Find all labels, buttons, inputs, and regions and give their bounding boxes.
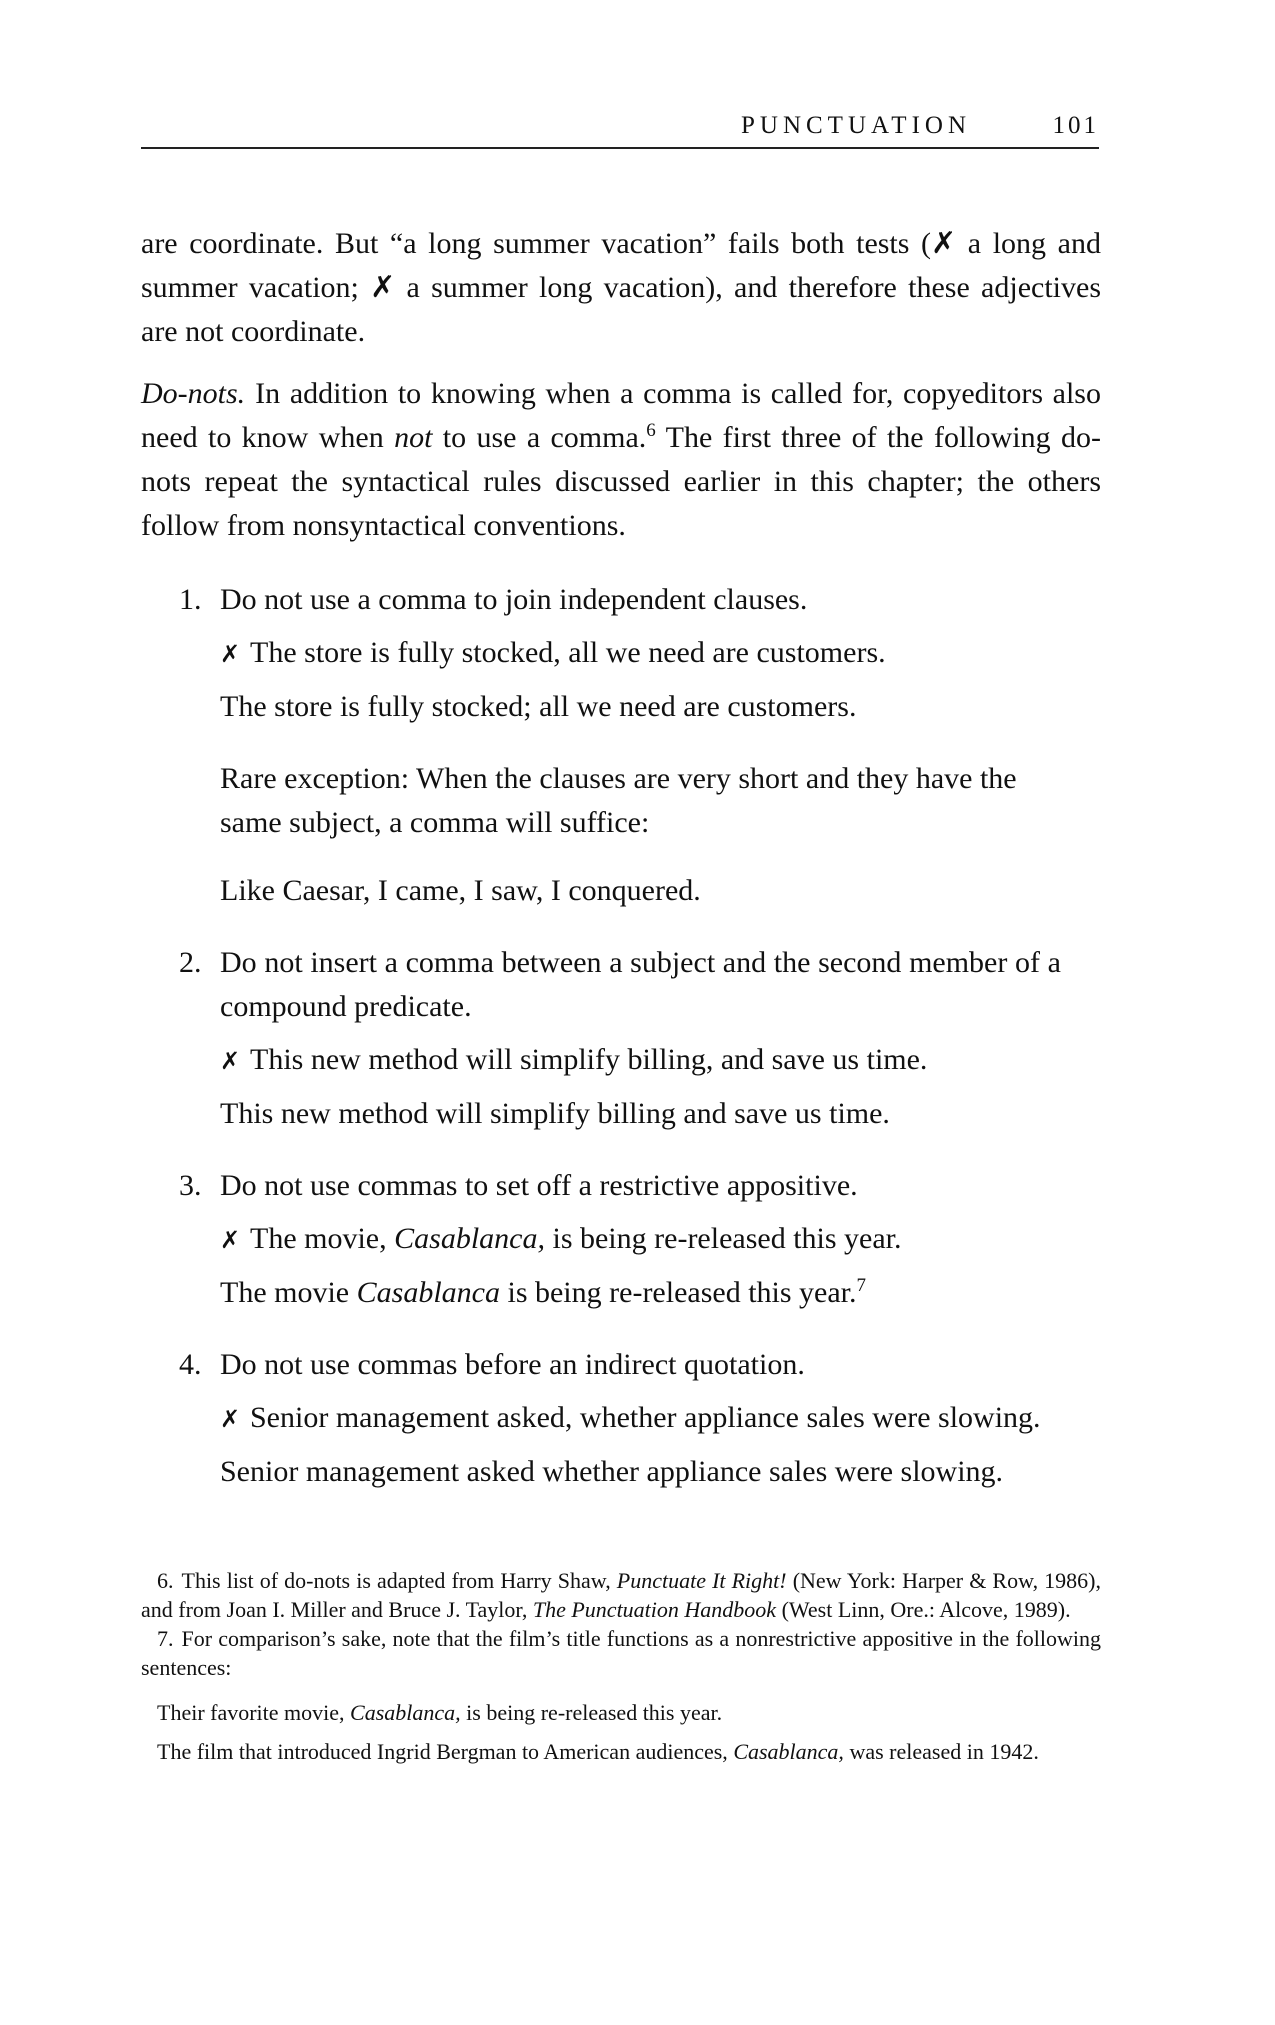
paragraph-do-nots (141, 372, 1101, 548)
correct-example: This new method will simplify billing and save us time. (220, 1097, 890, 1130)
x-mark-icon: ✗ (220, 640, 241, 668)
paragraph-text: The first three of the following do-nots repeat the syntactical rules discussed earlier in this chapter; the others follow from nonsyntactical conventions. (141, 421, 1101, 542)
example-text: The film that introduced Ingrid Bergman to American audiences, (157, 1739, 734, 1764)
emphasis-text: not (394, 421, 433, 454)
incorrect-example (220, 1396, 1061, 1441)
paragraph-continued (141, 222, 1101, 354)
book-title: Punctuate It Right! (616, 1568, 787, 1593)
running-head-title: PUNCTUATION (741, 112, 971, 139)
footnote-ref-7[interactable]: 7 (856, 1275, 867, 1296)
book-title: The Punctuation Handbook (532, 1597, 777, 1622)
incorrect-example (220, 631, 1061, 676)
example-text: is being re-released this year. (544, 1222, 902, 1255)
list-item (141, 1164, 1061, 1315)
example-text: The store is fully stocked, all we need are customers. (250, 636, 886, 669)
running-head (141, 107, 1099, 149)
correct-example (220, 1271, 1061, 1315)
example-text: Their favorite movie, (157, 1700, 351, 1725)
example-text: Senior management asked, whether appliance sales were slowing. (250, 1401, 1041, 1434)
example-text: was released in 1942. (843, 1739, 1039, 1764)
rule-text: Do not use a comma to join independent clauses. (220, 583, 808, 616)
exception-note: Rare exception: When the clauses are very short and they have the same subject, a comma will suffice: (220, 762, 1017, 839)
rule-text: Do not insert a comma between a subject and the second member of a compound predicate. (220, 946, 1061, 1023)
footnotes (141, 1566, 1101, 1766)
list-item-number: 3. (179, 1169, 202, 1202)
rule-text: Do not use commas to set off a restrictive appositive. (220, 1169, 858, 1202)
list-item (141, 578, 1061, 913)
x-mark-icon: ✗ (220, 1405, 241, 1433)
example-text: The movie, (250, 1222, 395, 1255)
do-nots-list (141, 578, 1101, 1494)
footnote-text: (West Linn, Ore.: Alcove, 1989). (776, 1597, 1071, 1622)
footnote-6 (141, 1566, 1101, 1624)
exception-example: Like Caesar, I came, I saw, I conquered. (220, 874, 701, 907)
body-text (141, 222, 1101, 1522)
example-text: The movie (220, 1276, 357, 1309)
example-text: is being re-released this year. (460, 1700, 723, 1725)
x-mark-icon: ✗ (220, 1047, 241, 1075)
footnote-number: 7. (157, 1626, 174, 1651)
film-title: Casablanca, (350, 1700, 461, 1725)
page-number: 101 (1052, 112, 1099, 139)
film-title: Casablanca, (733, 1739, 844, 1764)
example-text: This new method will simplify billing, and save us time. (250, 1043, 928, 1076)
paragraph-text: In addition to knowing when a comma is called for, copyeditors also need to know when (141, 377, 1101, 454)
list-item-number: 4. (179, 1348, 202, 1381)
rule-text: Do not use commas before an indirect quotation. (220, 1348, 805, 1381)
list-item (141, 1343, 1061, 1494)
list-item (141, 941, 1061, 1136)
footnote-example (157, 1737, 1101, 1766)
correct-example: Senior management asked whether appliance sales were slowing. (220, 1455, 1004, 1488)
incorrect-example (220, 1217, 1061, 1262)
footnote-number: 6. (157, 1568, 174, 1593)
correct-example: The store is fully stocked; all we need are customers. (220, 690, 857, 723)
x-mark-icon: ✗ (220, 1226, 241, 1254)
run-in-heading: Do-nots. (141, 377, 246, 410)
list-item-number: 2. (179, 946, 202, 979)
paragraph-continued-text: are coordinate. But “a long summer vacation” fails both tests (✗ a long and summer vacation; ✗ a summer long vacation), and therefore these adjectives are not coordinate. (141, 227, 1101, 348)
footnote-7 (141, 1624, 1101, 1682)
incorrect-example (220, 1038, 1061, 1083)
footnote-ref-6[interactable]: 6 (646, 420, 656, 441)
film-title: Casablanca (356, 1276, 500, 1309)
footnote-text: For comparison’s sake, note that the film’s title functions as a nonrestrictive appositive in the following sentences: (141, 1626, 1101, 1680)
list-item-number: 1. (179, 583, 202, 616)
footnote-text: This list of do-nots is adapted from Harry Shaw, (181, 1568, 617, 1593)
film-title: Casablanca, (394, 1222, 545, 1255)
paragraph-text: to use a comma. (432, 421, 647, 454)
footnote-example (157, 1698, 1101, 1727)
footnote-text: (New York: Harper & Row, 1986), and from Joan I. Miller and Bruce J. Taylor, (141, 1568, 1101, 1622)
example-text: is being re-released this year. (499, 1276, 857, 1309)
